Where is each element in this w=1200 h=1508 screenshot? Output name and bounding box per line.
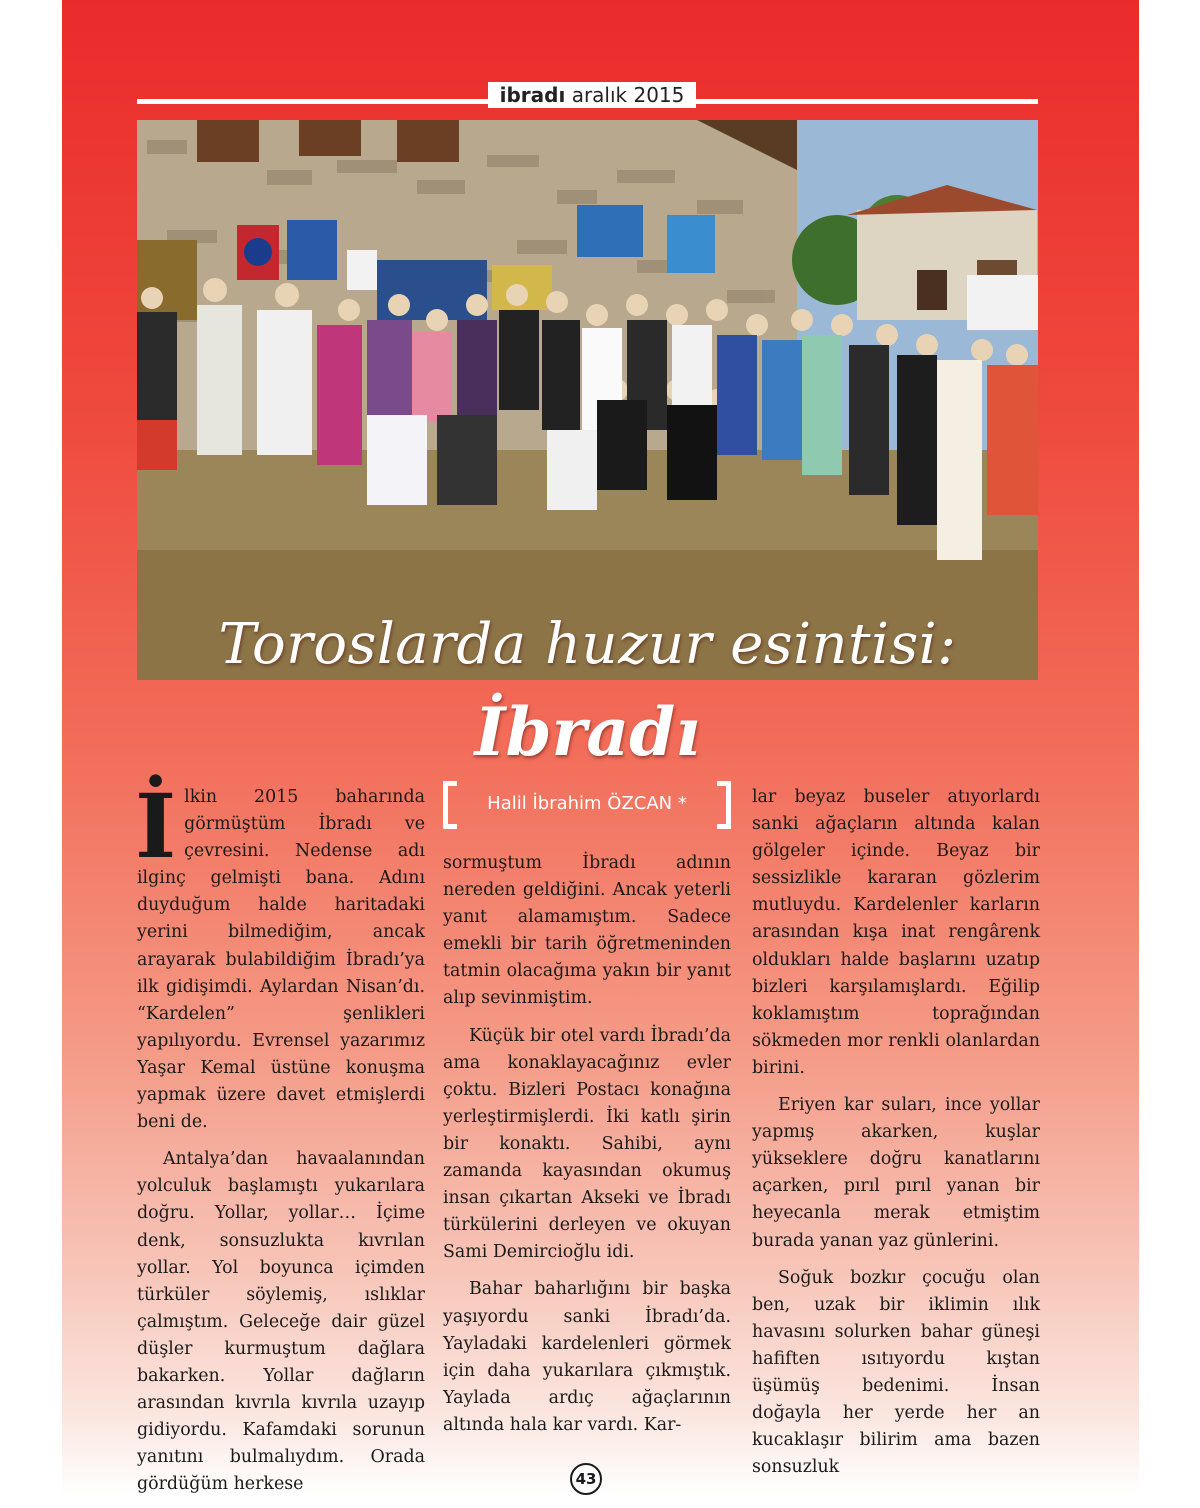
author-name: Halil İbrahim ÖZCAN * — [487, 793, 687, 814]
paragraph-text: lkin 2015 baharında görmüştüm İbradı ve çevresini. Nedense adı ilginç gelmişti bana. Adını duyduğum halde haritadaki yerini bilmediğim, ancak arayarak bulabildiğim İbradı’ya ilk gidişimdi. Aylardan Nisan’dı. “Kardelen” şenlikleri yapılıyordu. Evrensel yazarımız Yaşar Kemal üstüne konuşma yapmak üzere davet etmişlerdi beni de. — [137, 787, 425, 1133]
article-column-2 — [443, 850, 731, 1449]
paragraph — [135, 774, 425, 1136]
paragraph: Antalya’dan havaalanından yolculuk başlamıştı yukarılara doğru. Yollar, yollar… İçime denk, sonsuzlukta kıvrılan yollar. Yol boyunca içimden türküler söylemiş, ıslıklar çalmıştım. Geleceğe dair güzel düşler kurmuştum dağlara bakarken. Yollar dağların arasından kıvrıla kıvrıla uzayıp gidiyordu. Kafamdaki sorunun yanıtını bulmalıydım. Orada gördüğüm herkese — [137, 1149, 425, 1495]
byline — [443, 781, 731, 833]
paragraph: Küçük bir otel vardı İbradı’da ama konaklayacağınız evler çoktu. Bizleri Postacı konağına yerleştirmişlerdi. İki katlı şirin bir konaktı. Sahibi, aynı zamanda kayasından okumuş insan çıkartan Akseki ve İbradı türkülerini derleyen ve okuyan Sami Demircioğlu idi. — [443, 1025, 731, 1263]
magazine-brand: ibradı — [499, 83, 566, 107]
article-column-3 — [752, 784, 1040, 1491]
group-photo — [137, 120, 1038, 680]
group-photo-icon — [137, 120, 1038, 680]
paragraph: Soğuk bozkır çocuğu olan ben, uzak bir iklimin ılık havasını solurken bahar güneşi hafiften ısıtıyordu kıştan üşümüş bedenimi. İnsan doğayla her yerde her an kucaklaşır bilirim ama bazen sonsuzluk — [752, 1267, 1040, 1478]
magazine-header — [488, 82, 696, 108]
article-title-line1: Toroslarda huzur esintisi: — [218, 612, 957, 677]
article-column-1 — [135, 774, 425, 1508]
drop-cap: İ — [135, 774, 177, 878]
paragraph: Eriyen kar suları, ince yollar yapmış akarken, kuşlar yükseklere doğru kanatlarını açarken, pırıl pırıl yanan bir heyecanla merak etmiştim burada yanan yaz günlerini. — [752, 1095, 1040, 1251]
magazine-issue: aralık 2015 — [571, 83, 685, 107]
paragraph: lar beyaz buseler atıyorlardı sanki ağaçların altında kalan gölgeler içinde. Beyaz bir sessizlikle kararan gözlerim mutluydu. Kardelenler karların arasından kışa inat rengârenk oldukları halde başlarını uzatıp bizleri karşılamışlardı. Eğilip koklamıştım toprağından sökmeden mor renkli olanlardan birini. — [752, 787, 1040, 1078]
paragraph: sormuştum İbradı adının nereden geldiğini. Ancak yeterli yanıt alamamıştım. Sadece emekli bir tarih öğretmeninden tatmin olacağıma yakın bir yanıt alıp sevinmiştim. — [443, 853, 731, 1009]
paragraph: Bahar baharlığını bir başka yaşıyordu sanki İbradı’da. Yayladaki kardelenleri görmek için daha yukarılara çıkmıştık. Yaylada ardıç ağaçlarının altında hala kar vardı. Kar- — [443, 1279, 731, 1435]
page-number: 43 — [570, 1463, 602, 1495]
article-title-line2: İbradı — [474, 693, 701, 771]
